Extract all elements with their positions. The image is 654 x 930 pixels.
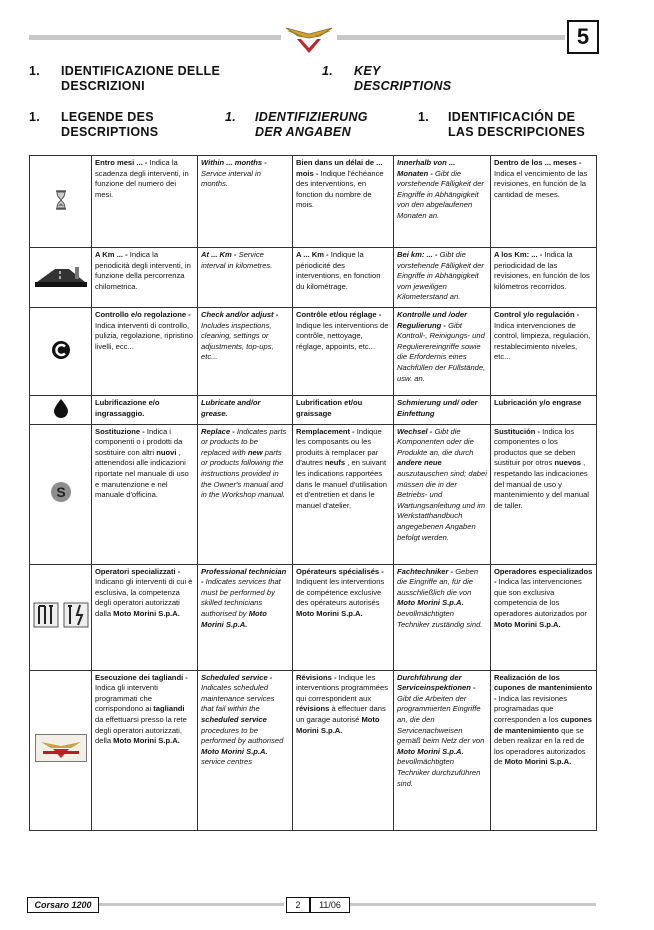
moto-morini-badge-icon [35, 755, 87, 764]
desc-segment: Indica la periodicidad de las revisiones, en función de los kilómetros recorridos. [494, 250, 590, 291]
desc-segment: Indica las revisiones programadas que corresponden a los [494, 693, 568, 724]
legend-row [30, 670, 597, 830]
desc-segment: Indique les interventions de contrôle, nettoyage, réglage, appoints, etc... [296, 320, 389, 351]
desc-segment: service centres [201, 757, 253, 767]
desc-segment: à effectuer dans un garage autorisé [296, 704, 386, 724]
heading-de [225, 110, 390, 140]
desc-segment: Moto Morini S.p.A. [296, 608, 363, 618]
legend-row [30, 308, 597, 396]
desc-segment: Indicates parts or products to be replaced with [201, 426, 287, 457]
desc-segment: Lubricación y/o engrase [494, 398, 582, 407]
desc-segment: Indica el vencimiento de las revisiones, en función de la cantidad de meses. [494, 168, 588, 199]
legend-desc-en [198, 248, 293, 308]
desc-segment: Révisions - [296, 672, 337, 682]
footer-bar-right [350, 903, 596, 906]
desc-segment: Moto Morini S.p.A. [494, 619, 561, 629]
desc-segment: Includes inspections, cleaning, settings or adjustments, top-ups, etc... [201, 320, 274, 362]
legend-desc-it [92, 308, 198, 396]
desc-segment: Gibt Kontroll-, Reinigungs- und Regulierereingriffe sowie die Erfordernis eines Nachfüllen der Füllstände, usw. an. [397, 320, 486, 383]
desc-segment: Remplacement - [296, 426, 355, 436]
legend-desc-it [92, 424, 198, 564]
desc-segment: Moto Morini S.p.A. [504, 757, 572, 767]
desc-segment: new [247, 447, 263, 457]
desc-segment: da effettuarsi presso la rete degli operatori autorizzati, della [95, 714, 187, 746]
desc-segment: révisions [296, 704, 330, 714]
desc-segment: nuovi [156, 447, 177, 457]
desc-segment: Dentro de los ... meses - [494, 158, 582, 167]
legend-desc-es [491, 396, 597, 425]
legend-icon-cell [30, 670, 92, 830]
legend-desc-de [394, 564, 491, 670]
desc-segment: Control y/o regulación - [494, 310, 580, 319]
desc-segment: Indique les composants ou les produits à remplacer par d'autres [296, 426, 382, 468]
desc-segment: Indica los componentes o los productos que se deben sustituir por otros [494, 426, 576, 468]
desc-segment: A Km ... - [95, 250, 128, 259]
desc-segment: Controllo e/o regolazione - [95, 310, 191, 319]
legend-icon-cell [30, 308, 92, 396]
legend-desc-es [491, 564, 597, 670]
desc-segment: Indiquent les interventions de compétence exclusive des opérateurs autorisés [296, 577, 385, 608]
heading-fr [29, 110, 209, 140]
desc-segment: Bien dans un délai de ... mois - [296, 158, 383, 178]
legend-desc-it [92, 670, 198, 830]
heading-it-number: 1. [29, 64, 41, 78]
page-number: 2 [286, 897, 310, 913]
heading-en [322, 64, 522, 94]
desc-segment: Lubricate and/or grease. [201, 398, 261, 418]
desc-segment: Indica intervenciones de control, limpieza, regulación, restablecimiento niveles, etc... [494, 320, 591, 362]
desc-segment: Indica i componenti o i prodotti da sostituire con altri [95, 426, 183, 457]
desc-segment: , en suivant les indications rapportées dans le manuel d'utilisation et d'entretien et dans le manuel d'atelier. [296, 458, 387, 510]
desc-segment: procedures to be performed by authorised [201, 725, 284, 746]
heading-it-text: IDENTIFICAZIONE DELLE DESCRIZIONI [61, 64, 221, 93]
legend-desc-es [491, 308, 597, 396]
model-label: Corsaro 1200 [27, 897, 99, 913]
desc-segment: Wechsel - [397, 426, 433, 436]
control-c-icon [51, 353, 71, 362]
desc-segment: auszutauschen sind; dabei müssen die in der Betriebs- und Wartungsanleitung und im Werkstatthandbuch angegebenen Angaben befolgt werden. [397, 468, 487, 542]
desc-segment: parts or products following the instructions provided in the Owner's manual and in the Workshop manual. [201, 447, 285, 500]
desc-segment: Innerhalb von ... Monaten - [397, 158, 456, 178]
desc-segment: Moto Morini S.p.A. [201, 746, 268, 756]
legend-desc-it [92, 564, 198, 670]
substitute-s-icon [50, 484, 72, 505]
desc-segment: Gibt die vorstehende Fälligkeit der Eingriffe in Abhängigkeit von den abgelaufenen Monaten an. [397, 168, 484, 220]
heading-es [418, 110, 608, 140]
legend-desc-en [198, 308, 293, 396]
footer-bar-left [99, 903, 284, 906]
legend-desc-fr [293, 308, 394, 396]
desc-segment: Indicates scheduled maintenance services that fail within the [201, 683, 275, 714]
heading-es-text: IDENTIFICACIÓN DE LAS DESCRIPCIONES [448, 110, 586, 139]
legend-desc-fr [293, 396, 394, 425]
legend-desc-de [394, 156, 491, 248]
desc-segment: Indique l'échéance des interventions, en fonction du nombre de mois. [296, 168, 384, 210]
specialized-tools-icon [33, 621, 89, 630]
desc-segment: Moto Morini S.p.A. [113, 608, 180, 618]
desc-segment: Service interval in months. [201, 168, 261, 189]
legend-desc-fr [293, 564, 394, 670]
desc-segment: Moto Morini S.p.A. [201, 608, 267, 629]
desc-segment: Durchführung der Serviceinspektionen - [397, 672, 476, 693]
desc-segment: Indicates services that must be performed by skilled technicians authorised by [201, 577, 281, 618]
legend-row [30, 396, 597, 425]
desc-segment: Operatori specializzati - [95, 566, 181, 576]
legend-desc-de [394, 670, 491, 830]
legend-desc-en [198, 670, 293, 830]
hourglass-icon [54, 203, 68, 212]
header-bar-right [337, 35, 565, 40]
desc-segment: tagliandi [153, 704, 185, 714]
legend-table [29, 155, 597, 831]
desc-segment: Gibt die Arbeiten der programmierten Eingriffe an, die den Servicenachweisen gemäß beim Netz der von [397, 693, 485, 746]
chapter-number: 5 [567, 20, 599, 54]
desc-segment: Moto Morini S.p.A. [296, 714, 380, 735]
desc-segment: Entro [95, 158, 115, 167]
desc-segment: cupones de mantenimiento [494, 714, 592, 735]
desc-segment: months - [234, 158, 267, 167]
desc-segment: que se deben realizar en la red de los operadores autorizados de [494, 725, 586, 767]
legend-row [30, 248, 597, 308]
desc-segment: scheduled service [201, 714, 267, 724]
desc-segment: Replace - [201, 426, 235, 436]
heading-en-number: 1. [322, 64, 334, 78]
legend-desc-it [92, 396, 198, 425]
desc-segment: At ... Km - [201, 250, 237, 259]
legend-desc-en [198, 396, 293, 425]
desc-segment: bevollmächtigten Techniker durchzuführen sind. [397, 757, 481, 788]
legend-row [30, 424, 597, 564]
moto-morini-logo [284, 22, 334, 56]
svg-text:S: S [55, 484, 66, 501]
desc-segment: Service interval in kilometres. [201, 250, 273, 270]
desc-segment: Gibt die Komponenten oder die Produkte an, die durch [397, 426, 474, 457]
desc-segment: Moto Morini S.p.A. [113, 736, 180, 746]
desc-segment: Indique la périodicité des interventions, en fonction du kilométrage. [296, 250, 381, 291]
legend-desc-it [92, 156, 198, 248]
legend-icon-cell [30, 564, 92, 670]
desc-segment: Indica interventi di controllo, pulizia, regolazione, ripristino livelli, ecc... [95, 320, 193, 351]
desc-segment: Schmierung und/ oder Einfettung [397, 398, 478, 418]
legend-desc-de [394, 248, 491, 308]
legend-desc-es [491, 424, 597, 564]
legend-desc-fr [293, 248, 394, 308]
desc-segment: Sustitución - [494, 426, 540, 436]
desc-segment: nuevos [554, 458, 581, 468]
desc-segment: Lubrificazione e/o ingrassaggio. [95, 398, 160, 418]
legend-desc-es [491, 248, 597, 308]
desc-segment: A ... Km - [296, 250, 329, 259]
legend-desc-de [394, 396, 491, 425]
heading-fr-text: LEGENDE DES DESCRIPTIONS [61, 110, 159, 139]
legend-desc-en [198, 564, 293, 670]
legend-desc-fr [293, 156, 394, 248]
legend-desc-es [491, 670, 597, 830]
desc-segment: Indica la periodicità degli interventi, in funzione della percorrenza chilometrica. [95, 250, 191, 291]
heading-es-number: 1. [418, 110, 430, 124]
legend-icon-cell [30, 156, 92, 248]
header-bar-left [29, 35, 281, 40]
legend-desc-fr [293, 670, 394, 830]
heading-it [29, 64, 269, 94]
desc-segment: mesi ... - [116, 158, 148, 167]
desc-segment: Moto Morini S.p.A. [397, 746, 464, 756]
desc-segment: Indica la scadenza degli interventi, in funzione del numero dei mesi. [95, 158, 189, 199]
desc-segment: Esecuzione dei tagliandi - [95, 672, 188, 682]
desc-segment: Within ... [201, 158, 233, 167]
desc-segment: Operadores especializados - [494, 566, 593, 587]
desc-segment: Indica las intervenciones que son exclusiva competencia de los operadores autorizados por [494, 577, 587, 618]
desc-segment: neufs [324, 458, 346, 468]
desc-segment: Fachtechniker - [397, 566, 454, 576]
legend-desc-de [394, 424, 491, 564]
desc-segment: bevollmächtigten Techniker zuständig sind. [397, 608, 483, 629]
desc-segment: Scheduled service - [201, 672, 273, 682]
desc-segment: Opérateurs spécialisés - [296, 566, 384, 576]
desc-segment: andere neue [397, 458, 442, 468]
legend-icon-cell [30, 396, 92, 425]
legend-row [30, 156, 597, 248]
road-distance-icon [35, 280, 87, 289]
desc-segment: Check and/or adjust - [201, 310, 279, 319]
heading-de-text: IDENTIFIZIERUNG DER ANGABEN [255, 110, 368, 139]
revision-date: 11/06 [310, 897, 350, 913]
desc-segment: Geben die Eingriffe an, für die ausschließlich die von [397, 566, 479, 597]
legend-row [30, 564, 597, 670]
desc-segment: Bei km: ... - [397, 250, 438, 259]
legend-desc-de [394, 308, 491, 396]
heading-de-number: 1. [225, 110, 237, 124]
desc-segment: Sostituzione - [95, 426, 145, 436]
desc-segment: , attenendosi alle indicazioni riportate nel manuale di uso e manutenzione e nel manuale d'officina. [95, 447, 189, 500]
legend-desc-es [491, 156, 597, 248]
desc-segment: Moto Morini S.p.A. [397, 598, 464, 608]
desc-segment: A los Km: ... - [494, 250, 543, 259]
desc-segment: Kontrolle und /oder Regulierung - [397, 310, 468, 330]
heading-fr-number: 1. [29, 110, 41, 124]
desc-segment: Gibt die vorstehende Fälligkeit der Eingriffe in Abhängigkeit vom jeweiligen Kilometerstand an. [397, 250, 484, 302]
desc-segment: Professional technician - [201, 566, 287, 587]
desc-segment: Indica gli interventi programmati che corrispondono ai [95, 683, 158, 714]
legend-desc-en [198, 424, 293, 564]
desc-segment: Indique les interventions programmées qui correspondent aux [296, 672, 389, 703]
desc-segment: , respetando las indicaciones del manual de uso y mantenimiento y del manual de taller. [494, 458, 589, 510]
desc-segment: Contrôle et/ou réglage - [296, 310, 382, 319]
desc-segment: Realización de los cupones de mantenimiento - [494, 672, 593, 703]
legend-icon-cell [30, 248, 92, 308]
legend-icon-cell [30, 424, 92, 564]
oil-drop-icon [53, 411, 69, 420]
legend-desc-fr [293, 424, 394, 564]
desc-segment: Indicano gli interventi di cui è esclusiva, la competenza degli operatori autorizzati dalla [95, 577, 193, 618]
desc-segment: Lubrification et/ou graissage [296, 398, 363, 418]
heading-en-text: KEY DESCRIPTIONS [354, 64, 452, 93]
legend-desc-en [198, 156, 293, 248]
legend-desc-it [92, 248, 198, 308]
